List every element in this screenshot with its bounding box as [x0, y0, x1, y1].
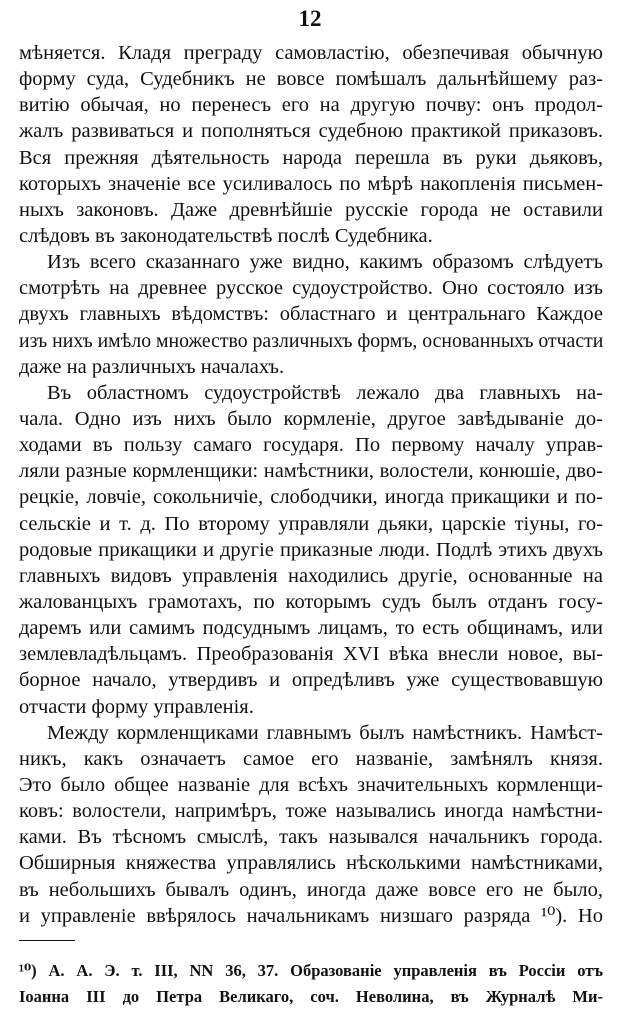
text-line: Вся прежняя дѣятельность народа перешла въ руки дьяковъ, [19, 146, 603, 169]
text-line: жалъ развиваться и пополняться судебною практикой приказовъ. [19, 120, 603, 143]
text-line: мѣняется. Кладя преграду самовластію, обезпечивая обычную [19, 42, 603, 64]
text-line: никъ, какъ означаетъ самое его названіе, замѣнялъ князя. [19, 747, 603, 770]
text-line: и управленіе ввѣрялось начальникамъ низшаго разряда ¹⁰). Но [19, 904, 603, 927]
text-line: ками. Въ тѣсномъ смыслѣ, такъ назывался начальникъ города. [19, 826, 603, 849]
main-text [19, 40, 603, 929]
text-line: главныхъ видовъ управленія находились другіе, основанные на [19, 564, 603, 587]
text-line: Это было общее названіе для всѣхъ значительныхъ кормленщи- [19, 773, 603, 796]
text-line: Въ областномъ судоустройствѣ лежало два главныхъ на- [47, 381, 603, 404]
text-line: рецкіе, ловчіе, сокольничіе, слободчики, иногда прикащики и по- [19, 486, 603, 509]
text-line: форму суда, Судебникъ не вовсе помѣшалъ дальнѣйшему раз- [19, 68, 603, 91]
text-line: двухъ главныхъ вѣдомствъ: областнаго и центральнаго Каждое [19, 303, 603, 326]
text-line: сельскіе и т. д. По второму управляли дьяки, царскіе тіуны, го- [19, 512, 603, 535]
text-line: смотрѣть на древнее русское судоустройство. Оно состояло изъ [19, 277, 603, 300]
text-line: изъ нихъ имѣло множество различныхъ формъ, основанныхъ отчасти [19, 329, 603, 352]
text-line: слѣдовъ въ законодательствѣ послѣ Судебника. [19, 224, 433, 247]
text-line: ляли разные кормленщики: намѣстники, волостели, конюшіе, дво- [19, 460, 603, 483]
text-line: Между кормленщиками главнымъ былъ намѣстникъ. Намѣст- [47, 721, 603, 744]
text-line: ковъ: волостели, напримѣръ, тоже назывались иногда намѣстни- [19, 800, 603, 823]
text-line: витію обычая, но перенесъ его на другую почву: онъ продол- [19, 94, 603, 117]
footnote-line: Іоанна III до Петра Великаго, соч. Неволина, въ Журналѣ Ми- [19, 987, 603, 1006]
text-line: землевладѣльцамъ. Преобразованія XVI вѣка внесли новое, вы- [19, 643, 603, 666]
text-line: родовые прикащики и другіе приказные люди. Подлѣ этихъ двухъ [19, 538, 603, 561]
footnote-separator [19, 940, 75, 941]
text-line: жалованцыхъ грамотахъ, по которымъ судъ былъ отданъ госу- [19, 590, 603, 613]
text-line: даже на различныхъ началахъ. [19, 355, 285, 378]
text-line: борное начало, утвердивъ и опредѣливъ уже существовавшую [19, 669, 603, 692]
text-line: Изъ всего сказаннаго уже видно, какимъ образомъ слѣдуетъ [47, 251, 603, 274]
text-line: отчасти форму управленія. [19, 695, 254, 718]
footnote [19, 958, 603, 1010]
text-line: ходами въ пользу самаго государя. По первому началу управ- [19, 434, 603, 457]
footnote-line: ¹⁰) А. А. Э. т. III, NN 36, 37. Образованіе управленія въ Россіи отъ [19, 961, 603, 980]
text-line: ныхъ законовъ. Даже древнѣйшіе русскіе города не оставили [19, 198, 603, 221]
text-line: Обширныя княжества управлялись нѣсколькими намѣстниками, [19, 852, 603, 875]
text-line: даремъ или самимъ подсуднымъ лицамъ, то есть общинамъ, или [19, 617, 603, 640]
text-line: чала. Одно изъ нихъ было кормленіе, другое завѣдываніе до- [19, 407, 603, 430]
page-number: 12 [298, 6, 322, 31]
text-line: въ небольшихъ бывалъ одинъ, иногда даже вовсе его не было, [19, 878, 603, 901]
text-line: которыхъ значеніе все усиливалось по мѣрѣ накопленія письмен- [19, 172, 603, 195]
